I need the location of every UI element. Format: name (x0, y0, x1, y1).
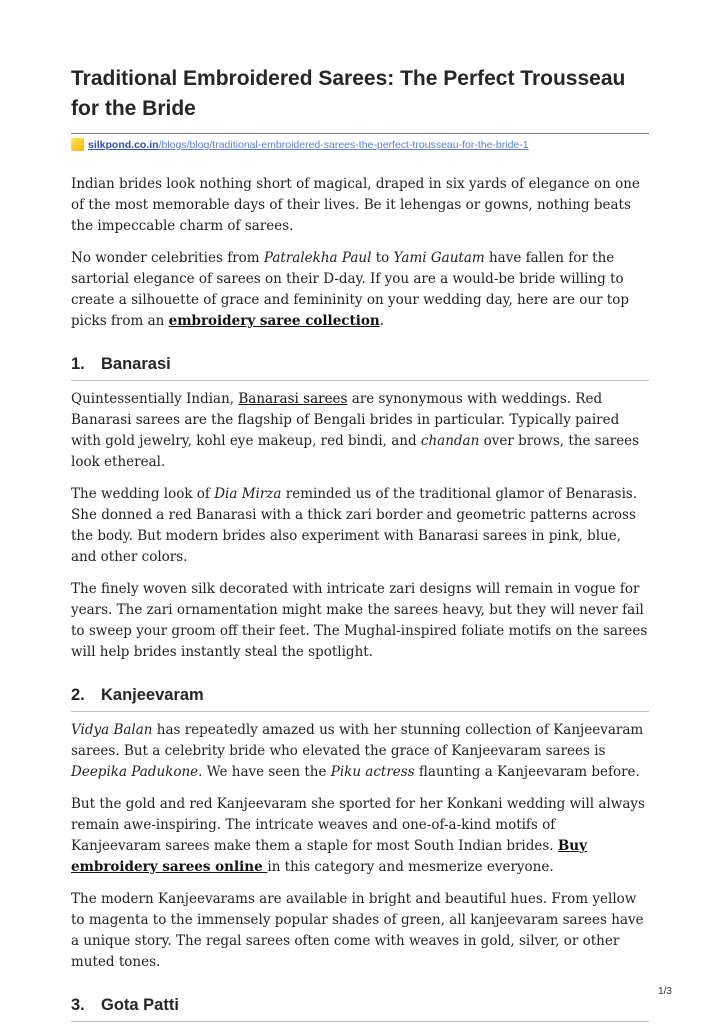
section-heading-kanjeevaram (71, 685, 649, 712)
celebrity-name: Dia Mirza (214, 486, 282, 502)
bookmark-icon (71, 138, 84, 151)
text-run: reminded us of the traditional glamor of Benarasis. She donned a red Banarasi with a thick zari border and geometric patterns across the body. But modern brides also experiment with Banarasi sarees in pink, blue, and other colors. (71, 486, 638, 565)
section-number: 2. (71, 686, 85, 704)
banarasi-sarees-link[interactable]: Banarasi sarees (238, 391, 348, 407)
text-run: to (371, 250, 394, 266)
section-title: Gota Patti (101, 996, 179, 1014)
page-number: 1/3 (658, 986, 672, 997)
text-run: But the gold and red Kanjeevaram she sported for her Konkani wedding will always remain awe-inspiring. The intricate weaves and one-of-a-kind motifs of Kanjeevaram sarees make them a staple for most South Indian brides. (71, 796, 645, 854)
source-url[interactable] (71, 133, 649, 152)
kanjeevaram-paragraph-3: The modern Kanjeevarams are available in bright and beautiful hues. From yellow to magenta to the immensely popular shades of green, all kanjeevaram sarees have a unique story. The regal sarees often come with weaves in gold, silver, or other muted tones. (71, 891, 644, 970)
section-title: Banarasi (101, 355, 171, 373)
celebrity-name: Patralekha Paul (263, 250, 372, 266)
text-run: . (379, 313, 384, 329)
text-run: over brows, the sarees look ethereal. (71, 433, 640, 470)
source-path[interactable]: /blogs/blog/traditional-embroidered-sarees-the-perfect-trousseau-for-the-bride-1 (158, 139, 529, 151)
text-run: has repeatedly amazed us with her stunning collection of Kanjeevaram sarees. But a celebrity bride who elevated the grace of Kanjeevaram sarees is (71, 722, 644, 759)
intro-paragraph-2 (71, 248, 649, 332)
source-domain[interactable]: silkpond.co.in (88, 139, 159, 151)
section-heading-banarasi (71, 354, 649, 381)
intro-paragraph-1: Indian brides look nothing short of magical, draped in six yards of elegance on one of the most memorable days of their lives. Be it lehengas or gowns, nothing beats the impeccable charm of sarees. (71, 176, 640, 234)
article-title: Traditional Embroidered Sarees: The Perfect Trousseau for the Bride (71, 67, 626, 120)
kanjeevaram-paragraph-1 (71, 720, 649, 783)
document-page (71, 64, 649, 1030)
text-run: . We have seen the (198, 764, 331, 780)
text-run: are synonymous with weddings. Red Banarasi sarees are the flagship of Bengali brides in particular. Typically paired with gold jewelry, kohl eye makeup, red bindi, and (71, 391, 620, 449)
text-run: have fallen for the sartorial elegance of sarees on their D-day. If you are a would-be bride willing to create a silhouette of grace and femininity on your wedding day, here are our top picks from an (71, 250, 629, 329)
embroidery-collection-link[interactable]: embroidery saree collection (168, 313, 380, 329)
banarasi-paragraph-3: The finely woven silk decorated with intricate zari designs will remain in vogue for years. The zari ornamentation might make the sarees heavy, but they will never fail to sweep your groom off their feet. The Mughal-inspired foliate motifs on the sarees will help brides instantly steal the spotlight. (71, 581, 648, 660)
section-title: Kanjeevaram (101, 686, 204, 704)
text-run: The wedding look of (71, 486, 215, 502)
text-run: No wonder celebrities from (71, 250, 264, 266)
text-run: in this category and mesmerize everyone. (267, 859, 554, 875)
buy-embroidery-sarees-link[interactable]: Buy embroidery sarees online (71, 838, 587, 875)
banarasi-paragraph-1 (71, 389, 649, 473)
celebrity-name: Deepika Padukone (71, 764, 199, 780)
section-number: 1. (71, 355, 85, 373)
italic-term: Piku actress (330, 764, 415, 780)
italic-term: chandan (420, 433, 480, 449)
text-run: flaunting a Kanjeevaram before. (414, 764, 640, 780)
celebrity-name: Vidya Balan (71, 722, 153, 738)
celebrity-name: Yami Gautam (393, 250, 485, 266)
text-run: Quintessentially Indian, (71, 391, 239, 407)
banarasi-paragraph-2 (71, 484, 649, 568)
section-number: 3. (71, 996, 85, 1014)
kanjeevaram-paragraph-2 (71, 794, 649, 878)
